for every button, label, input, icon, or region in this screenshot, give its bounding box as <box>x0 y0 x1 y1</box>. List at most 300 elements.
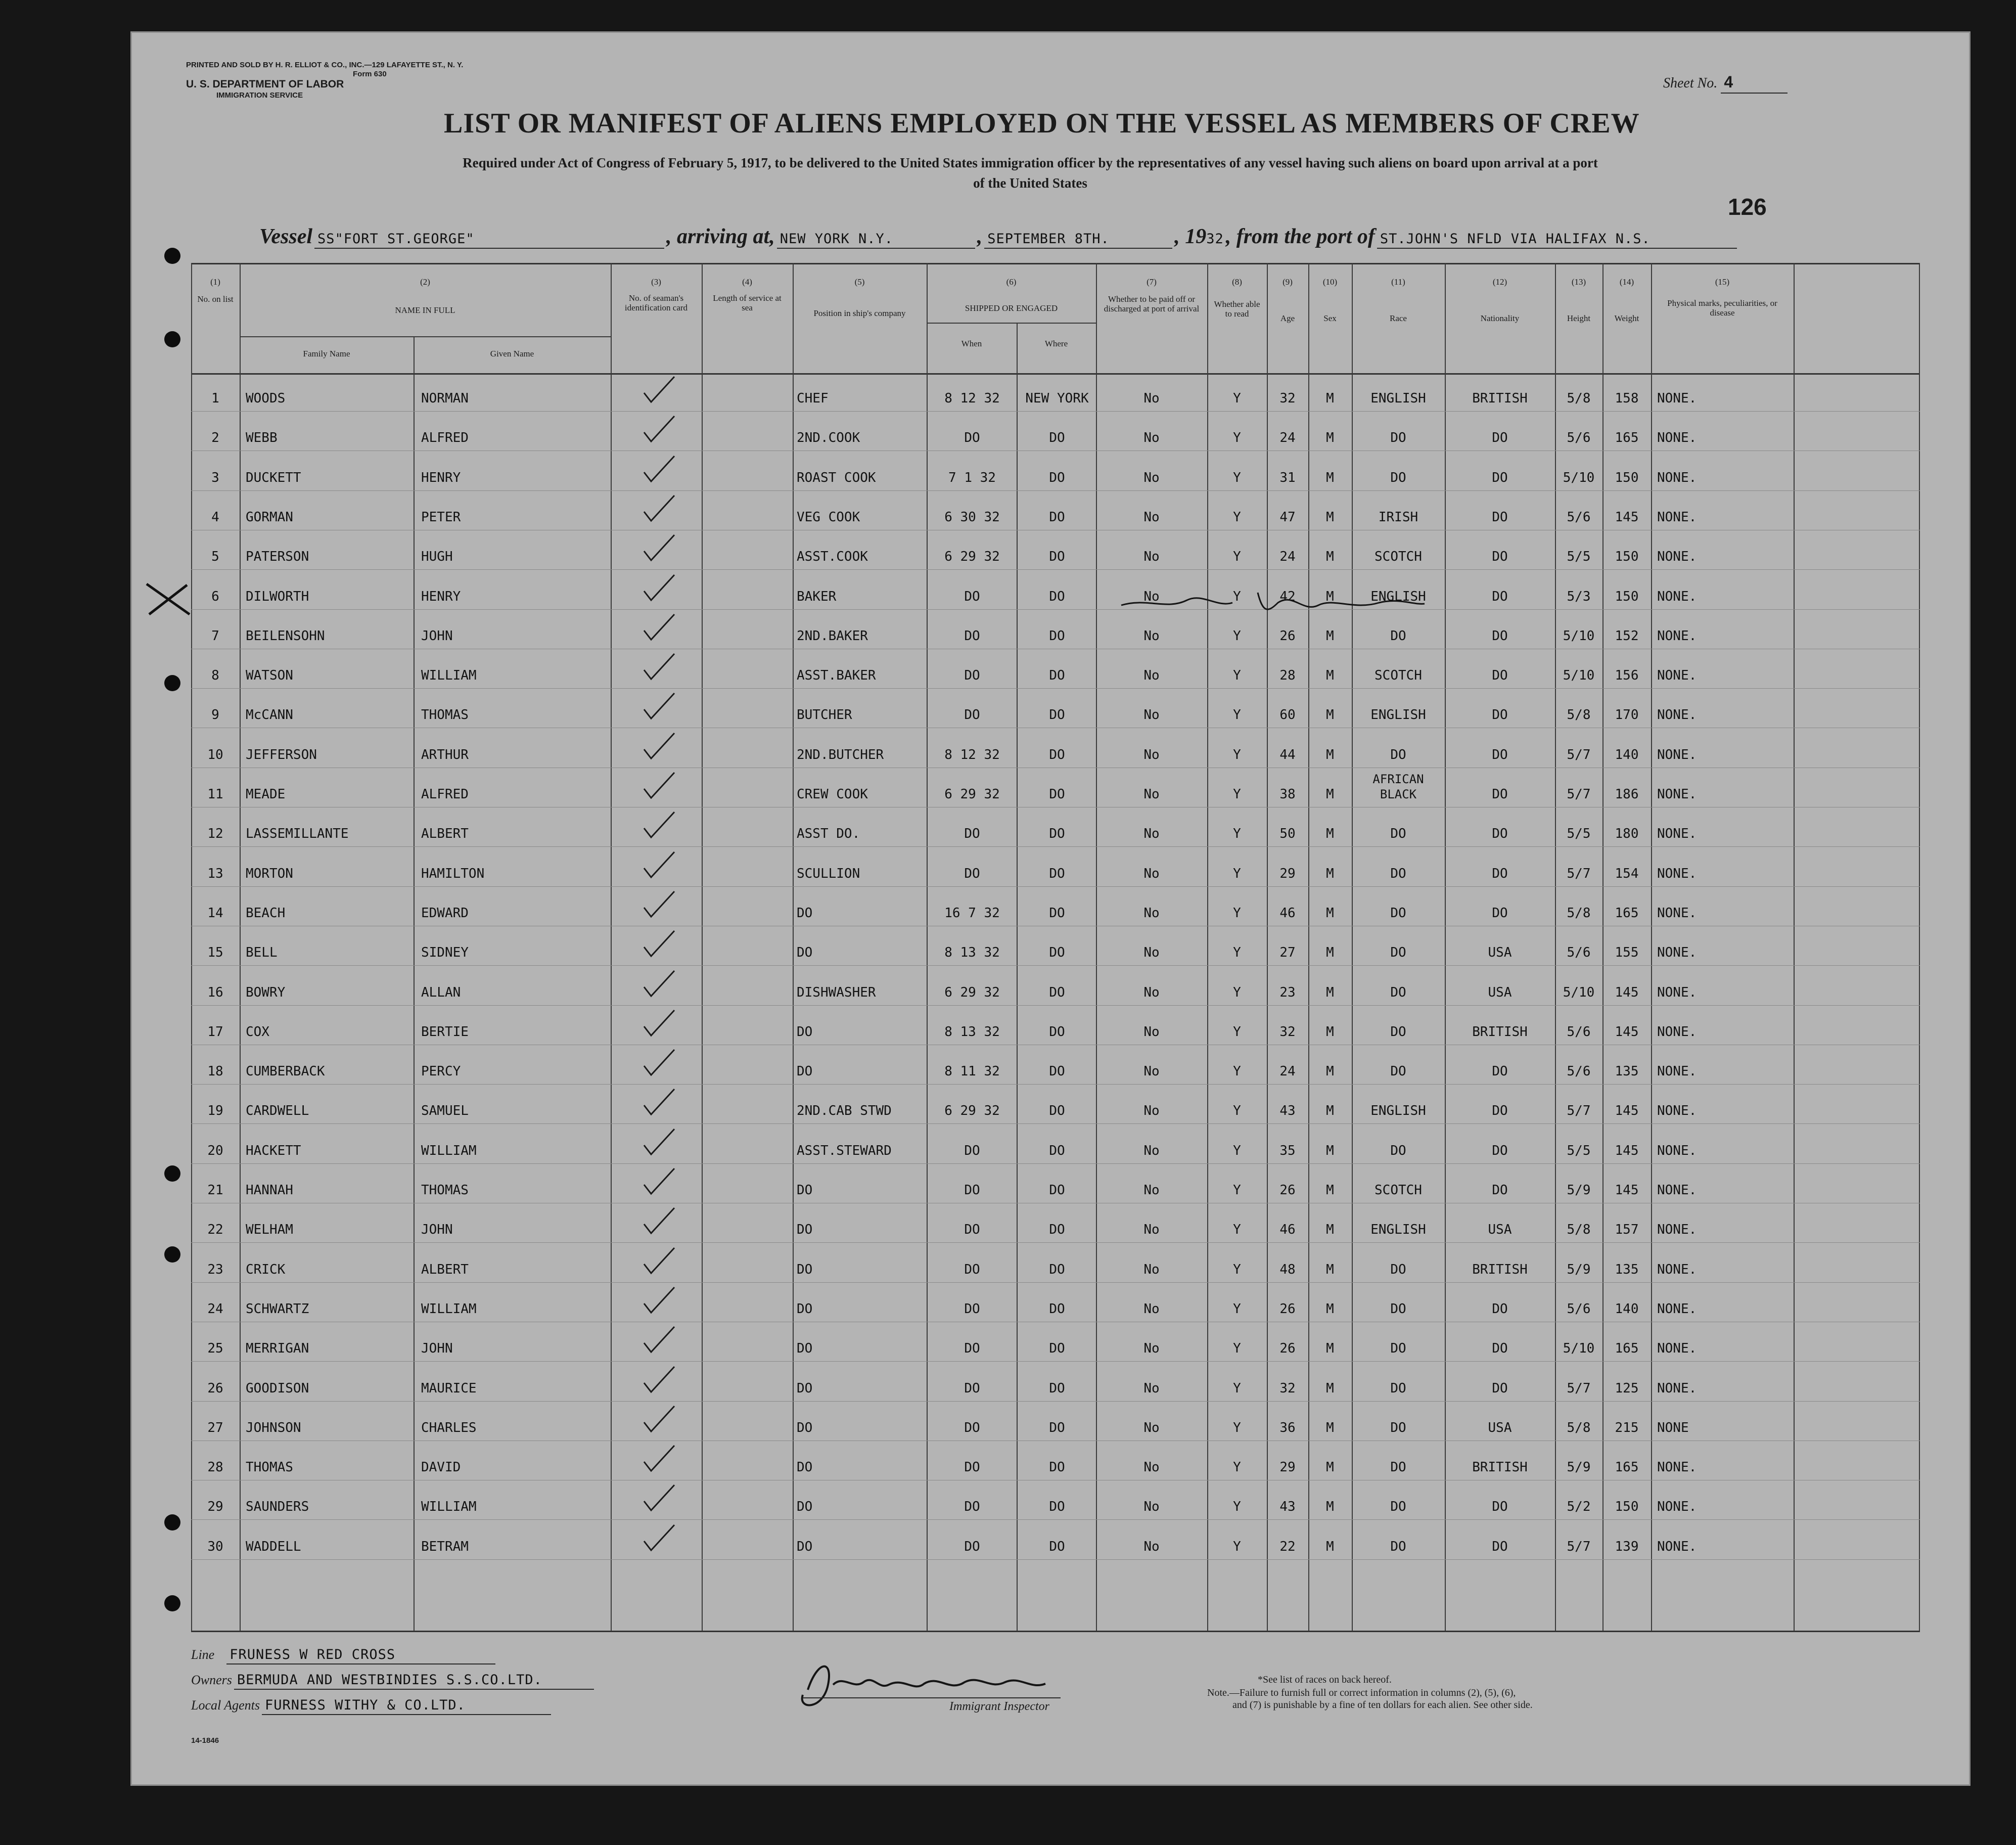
cell-weight: 150 <box>1615 549 1639 565</box>
cell-position: 2ND.COOK <box>797 430 860 446</box>
cell-weight: 140 <box>1615 1301 1639 1317</box>
cell-weight: 135 <box>1615 1064 1639 1079</box>
cell-marks: NONE. <box>1657 1143 1697 1158</box>
cell-height: 5/7 <box>1567 1103 1591 1119</box>
cell-nat: DO <box>1492 1064 1508 1079</box>
cell-marks: NONE. <box>1657 628 1697 644</box>
agents-value: FURNESS WITHY & CO.LTD. <box>262 1697 551 1715</box>
subtitle-line-1: Required under Act of Congress of February 5, 1917, to be delivered to the United States immigration officer by the representatives of any vessel having such aliens on board upon arrival at a port <box>463 155 1598 170</box>
cell-height: 5/7 <box>1567 1380 1591 1396</box>
header-name-in-full: NAME IN FULL <box>395 305 455 315</box>
cell-family: BEACH <box>246 905 286 921</box>
table-row <box>191 1005 1920 1045</box>
cell-marks: NONE. <box>1657 747 1697 762</box>
cell-no: 4 <box>211 509 219 525</box>
cell-marks: NONE. <box>1657 1380 1697 1396</box>
cell-where: DO <box>1049 984 1065 1000</box>
cell-read: Y <box>1233 1499 1241 1515</box>
cell-when: DO <box>964 1341 980 1357</box>
checkmark-icon <box>641 652 676 681</box>
cell-sex: M <box>1326 747 1334 762</box>
cell-when: 6 29 32 <box>944 549 1000 565</box>
cell-given: HENRY <box>421 470 461 485</box>
cell-weight: 158 <box>1615 391 1639 406</box>
cell-where: DO <box>1049 628 1065 644</box>
vessel-name: SS"FORT ST.GEORGE" <box>314 231 664 249</box>
cell-weight: 154 <box>1615 866 1639 881</box>
cell-weight: 145 <box>1615 1183 1639 1198</box>
cell-given: WILLIAM <box>421 1301 477 1317</box>
cell-paid: No <box>1143 1262 1160 1277</box>
cell-marks: NONE. <box>1657 549 1697 565</box>
cell-paid: No <box>1143 668 1160 684</box>
cell-where: DO <box>1049 549 1065 565</box>
cell-read: Y <box>1233 668 1241 684</box>
cell-sex: M <box>1326 391 1334 406</box>
cell-given: BETRAM <box>421 1539 469 1554</box>
cell-age: 43 <box>1279 1103 1296 1119</box>
cell-weight: 157 <box>1615 1222 1639 1238</box>
col-num-5: (5) <box>854 277 865 287</box>
cell-when: 8 12 32 <box>944 391 1000 406</box>
cell-weight: 215 <box>1615 1420 1639 1435</box>
cell-age: 27 <box>1279 945 1296 961</box>
header-given-name: Given Name <box>490 349 534 358</box>
cell-age: 48 <box>1279 1262 1296 1277</box>
checkmark-icon <box>641 1246 676 1275</box>
header-length-service: Length of service at sea <box>713 293 782 312</box>
cell-no: 22 <box>207 1222 223 1238</box>
cell-sex: M <box>1326 1024 1334 1040</box>
cell-nat: DO <box>1492 1539 1508 1554</box>
header-nationality: Nationality <box>1480 313 1520 323</box>
cell-family: PATERSON <box>246 549 309 565</box>
cell-sex: M <box>1326 1064 1334 1079</box>
cell-age: 23 <box>1279 984 1296 1000</box>
cell-sex: M <box>1326 470 1334 485</box>
checkmark-icon <box>641 929 676 958</box>
cell-paid: No <box>1143 1460 1160 1475</box>
cell-no: 12 <box>207 826 223 842</box>
cell-read: Y <box>1233 549 1241 565</box>
cell-when: DO <box>964 1222 980 1238</box>
cell-given: THOMAS <box>421 707 469 723</box>
cell-height: 5/6 <box>1567 1024 1591 1040</box>
cell-where: DO <box>1049 430 1065 446</box>
cell-given: NORMAN <box>421 391 469 406</box>
cell-read: Y <box>1233 1539 1241 1554</box>
cell-race: DO <box>1390 984 1406 1000</box>
table-row <box>191 1084 1920 1124</box>
cell-family: McCANN <box>246 707 293 723</box>
cell-when: DO <box>964 1539 980 1554</box>
cell-position: CREW COOK <box>797 787 868 802</box>
cell-race: DO <box>1390 628 1406 644</box>
cell-age: 46 <box>1279 905 1296 921</box>
footer-owners <box>191 1672 594 1690</box>
cell-marks: NONE. <box>1657 1301 1697 1317</box>
cell-age: 36 <box>1279 1420 1296 1435</box>
cell-paid: No <box>1143 905 1160 921</box>
cell-when: 16 7 32 <box>944 905 1000 921</box>
cell-height: 5/7 <box>1567 787 1591 802</box>
checkmark-icon <box>641 1048 676 1077</box>
cell-family: MERRIGAN <box>246 1341 309 1357</box>
cell-where: DO <box>1049 589 1065 604</box>
col-num-14: (14) <box>1619 277 1634 287</box>
cell-age: 43 <box>1279 1499 1296 1515</box>
cell-position: CHEF <box>797 391 829 406</box>
cell-position: DO <box>797 1183 813 1198</box>
cell-age: 50 <box>1279 826 1296 842</box>
cell-family: GOODISON <box>246 1380 309 1396</box>
cell-height: 5/8 <box>1567 1222 1591 1238</box>
cell-given: SAMUEL <box>421 1103 469 1119</box>
cell-paid: No <box>1143 1064 1160 1079</box>
cell-paid: No <box>1143 1024 1160 1040</box>
cell-when: 8 12 32 <box>944 747 1000 762</box>
checkmark-icon <box>641 1285 676 1315</box>
col-num-7: (7) <box>1147 277 1157 287</box>
checkmark-icon <box>641 1206 676 1235</box>
manifest-sheet <box>130 31 1971 1786</box>
cell-paid: No <box>1143 589 1160 604</box>
cell-paid: No <box>1143 1499 1160 1515</box>
header-no-on-list: No. on list <box>197 294 234 304</box>
cell-race: DO <box>1390 1064 1406 1079</box>
col-num-12: (12) <box>1492 277 1507 287</box>
year-prefix: , 19 <box>1174 225 1207 248</box>
cell-when: DO <box>964 1499 980 1515</box>
cell-read: Y <box>1233 826 1241 842</box>
cell-weight: 156 <box>1615 668 1639 684</box>
col-num-3: (3) <box>651 277 661 287</box>
cell-read: Y <box>1233 1064 1241 1079</box>
cell-race: SCOTCH <box>1374 668 1422 684</box>
cell-race: ENGLISH <box>1370 1222 1426 1238</box>
cell-paid: No <box>1143 866 1160 881</box>
from-port-label: , from the port of <box>1225 225 1375 248</box>
cell-where: DO <box>1049 707 1065 723</box>
header-sex: Sex <box>1323 313 1337 323</box>
table-row <box>191 1441 1920 1480</box>
cell-read: Y <box>1233 1103 1241 1119</box>
cell-family: HACKETT <box>246 1143 301 1158</box>
header-marks: Physical marks, peculiarities, or disease <box>1667 298 1777 318</box>
cell-height: 5/6 <box>1567 509 1591 525</box>
cell-family: BEILENSOHN <box>246 628 325 644</box>
cell-read: Y <box>1233 1183 1241 1198</box>
inspector-label: Immigrant Inspector <box>949 1700 1049 1713</box>
cell-marks: NONE. <box>1657 707 1697 723</box>
cell-sex: M <box>1326 1539 1334 1554</box>
cell-marks: NONE. <box>1657 1341 1697 1357</box>
cell-when: DO <box>964 1143 980 1158</box>
cell-age: 47 <box>1279 509 1296 525</box>
form-code: 14-1846 <box>191 1736 219 1745</box>
cell-sex: M <box>1326 984 1334 1000</box>
cell-paid: No <box>1143 945 1160 961</box>
cell-nat: DO <box>1492 905 1508 921</box>
cell-when: DO <box>964 628 980 644</box>
table-row <box>191 372 1920 412</box>
cell-given: ALFRED <box>421 787 469 802</box>
cell-no: 20 <box>207 1143 223 1158</box>
cell-height: 5/3 <box>1567 589 1591 604</box>
cell-sex: M <box>1326 1301 1334 1317</box>
checkmark-icon <box>641 1127 676 1156</box>
cell-given: JOHN <box>421 1222 453 1238</box>
cell-height: 5/6 <box>1567 1064 1591 1079</box>
cell-when: 6 30 32 <box>944 509 1000 525</box>
table-row <box>191 1203 1920 1243</box>
arriving-label: , arriving at, <box>666 225 775 248</box>
cell-nat: DO <box>1492 787 1508 802</box>
cell-read: Y <box>1233 1143 1241 1158</box>
cell-marks: NONE. <box>1657 787 1697 802</box>
table-row <box>191 847 1920 887</box>
cell-where: DO <box>1049 1064 1065 1079</box>
cell-read: Y <box>1233 1301 1241 1317</box>
cell-nat: DO <box>1492 1103 1508 1119</box>
cell-paid: No <box>1143 747 1160 762</box>
cell-position: VEG COOK <box>797 509 860 525</box>
cell-sex: M <box>1326 707 1334 723</box>
checkmark-icon <box>641 1087 676 1116</box>
cell-nat: DO <box>1492 866 1508 881</box>
cell-height: 5/8 <box>1567 1420 1591 1435</box>
cell-sex: M <box>1326 549 1334 565</box>
cell-family: WELHAM <box>246 1222 293 1238</box>
cell-no: 1 <box>211 391 219 406</box>
cell-sex: M <box>1326 905 1334 921</box>
table-row <box>191 649 1920 689</box>
table-row <box>191 570 1920 610</box>
checkmark-icon <box>641 889 676 919</box>
cell-sex: M <box>1326 509 1334 525</box>
cell-read: Y <box>1233 509 1241 525</box>
cell-position: DO <box>797 1460 813 1475</box>
cell-read: Y <box>1233 1262 1241 1277</box>
cell-height: 5/7 <box>1567 866 1591 881</box>
cell-height: 5/10 <box>1563 984 1595 1000</box>
cell-nat: USA <box>1488 984 1512 1000</box>
cell-when: DO <box>964 1380 980 1396</box>
cell-given: ALLAN <box>421 984 461 1000</box>
cell-race: DO <box>1390 1024 1406 1040</box>
table-row <box>191 1520 1920 1560</box>
cell-where: DO <box>1049 668 1065 684</box>
cell-when: 8 13 32 <box>944 1024 1000 1040</box>
owners-value: BERMUDA AND WESTBINDIES S.S.CO.LTD. <box>234 1672 594 1690</box>
cell-paid: No <box>1143 707 1160 723</box>
cell-position: DO <box>797 1064 813 1079</box>
owners-label: Owners <box>191 1673 232 1687</box>
cell-marks: NONE. <box>1657 1103 1697 1119</box>
col-num-4: (4) <box>742 277 752 287</box>
cell-weight: 150 <box>1615 470 1639 485</box>
cell-nat: BRITISH <box>1472 1460 1528 1475</box>
cell-marks: NONE. <box>1657 1539 1697 1554</box>
cell-position: 2ND.CAB STWD <box>797 1103 892 1119</box>
cell-age: 42 <box>1279 589 1296 604</box>
cell-height: 5/9 <box>1567 1460 1591 1475</box>
header-height: Height <box>1567 313 1591 323</box>
cell-given: HUGH <box>421 549 453 565</box>
cell-family: CUMBERBACK <box>246 1064 325 1079</box>
cell-nat: DO <box>1492 1301 1508 1317</box>
checkmark-icon <box>641 969 676 998</box>
cell-marks: NONE. <box>1657 826 1697 842</box>
cell-where: DO <box>1049 1539 1065 1554</box>
cell-nat: USA <box>1488 1420 1512 1435</box>
cell-marks: NONE. <box>1657 1262 1697 1277</box>
cross-mark-icon <box>142 579 197 619</box>
service-name: IMMIGRATION SERVICE <box>216 91 303 100</box>
cell-where: DO <box>1049 747 1065 762</box>
table-row <box>191 1480 1920 1520</box>
cell-family: LASSEMILLANTE <box>246 826 349 842</box>
cell-given: HENRY <box>421 589 461 604</box>
cell-position: ASST.COOK <box>797 549 868 565</box>
footer-line <box>191 1647 495 1664</box>
cell-race: DO <box>1390 1460 1406 1475</box>
cell-weight: 145 <box>1615 1024 1639 1040</box>
cell-family: COX <box>246 1024 269 1040</box>
cell-race: DO <box>1390 866 1406 881</box>
cell-sex: M <box>1326 866 1334 881</box>
handwritten-annotation <box>1116 582 1430 618</box>
cell-family: DILWORTH <box>246 589 309 604</box>
cell-sex: M <box>1326 1183 1334 1198</box>
cell-height: 5/9 <box>1567 1183 1591 1198</box>
cell-given: THOMAS <box>421 1183 469 1198</box>
cell-family: WADDELL <box>246 1539 301 1554</box>
cell-read: Y <box>1233 1024 1241 1040</box>
arrival-year: 32 <box>1206 231 1224 247</box>
cell-position: ASST DO. <box>797 826 860 842</box>
cell-no: 15 <box>207 945 223 961</box>
cell-paid: No <box>1143 1103 1160 1119</box>
cell-where: DO <box>1049 1301 1065 1317</box>
cell-marks: NONE. <box>1657 668 1697 684</box>
cell-weight: 186 <box>1615 787 1639 802</box>
cell-no: 11 <box>207 787 223 802</box>
cell-paid: No <box>1143 470 1160 485</box>
cell-nat: DO <box>1492 747 1508 762</box>
cell-position: DO <box>797 1024 813 1040</box>
cell-family: BELL <box>246 945 278 961</box>
binder-hole <box>164 1165 180 1182</box>
cell-race: DO <box>1390 1262 1406 1277</box>
header-age: Age <box>1280 313 1295 323</box>
cell-position: DO <box>797 905 813 921</box>
cell-family: CRICK <box>246 1262 286 1277</box>
cell-sex: M <box>1326 787 1334 802</box>
col-num-2: (2) <box>420 277 430 287</box>
agents-label: Local Agents <box>191 1698 260 1713</box>
checkmark-icon <box>641 612 676 642</box>
cell-marks: NONE. <box>1657 589 1697 604</box>
cell-marks: NONE. <box>1657 470 1697 485</box>
cell-family: DUCKETT <box>246 470 301 485</box>
cell-weight: 155 <box>1615 945 1639 961</box>
cell-nat: USA <box>1488 1222 1512 1238</box>
cell-nat: BRITISH <box>1472 1262 1528 1277</box>
cell-age: 32 <box>1279 1380 1296 1396</box>
cell-marks: NONE. <box>1657 509 1697 525</box>
cell-family: MEADE <box>246 787 286 802</box>
cell-no: 13 <box>207 866 223 881</box>
cell-race: DO <box>1390 470 1406 485</box>
header-shipped: SHIPPED OR ENGAGED <box>965 303 1058 313</box>
cell-race: AFRICAN BLACK <box>1372 772 1424 801</box>
cell-sex: M <box>1326 1143 1334 1158</box>
cell-race: DO <box>1390 945 1406 961</box>
cell-position: DO <box>797 1420 813 1435</box>
cell-nat: DO <box>1492 1499 1508 1515</box>
cell-no: 28 <box>207 1460 223 1475</box>
cell-no: 10 <box>207 747 223 762</box>
cell-race: IRISH <box>1378 509 1418 525</box>
cell-no: 2 <box>211 430 219 446</box>
cell-family: MORTON <box>246 866 293 881</box>
cell-weight: 150 <box>1615 589 1639 604</box>
cell-weight: 139 <box>1615 1539 1639 1554</box>
cell-age: 28 <box>1279 668 1296 684</box>
cell-where: DO <box>1049 1143 1065 1158</box>
cell-paid: No <box>1143 1420 1160 1435</box>
cell-family: SAUNDERS <box>246 1499 309 1515</box>
cell-nat: DO <box>1492 1183 1508 1198</box>
header-family-name: Family Name <box>303 349 350 358</box>
cell-position: SCULLION <box>797 866 860 881</box>
cell-given: ALFRED <box>421 430 469 446</box>
cell-height: 5/7 <box>1567 747 1591 762</box>
cell-nat: DO <box>1492 707 1508 723</box>
cell-height: 5/5 <box>1567 826 1591 842</box>
cell-where: DO <box>1049 1262 1065 1277</box>
cell-race: DO <box>1390 1499 1406 1515</box>
checkmark-icon <box>641 1483 676 1512</box>
cell-no: 26 <box>207 1380 223 1396</box>
table-row <box>191 1124 1920 1164</box>
cell-where: DO <box>1049 1499 1065 1515</box>
cell-height: 5/8 <box>1567 707 1591 723</box>
cell-read: Y <box>1233 866 1241 881</box>
cell-given: PETER <box>421 509 461 525</box>
cell-race: SCOTCH <box>1374 549 1422 565</box>
line-value: FRUNESS W RED CROSS <box>226 1647 495 1664</box>
cell-height: 5/10 <box>1563 470 1595 485</box>
cell-no: 14 <box>207 905 223 921</box>
cell-race: DO <box>1390 1539 1406 1554</box>
cell-where: DO <box>1049 1460 1065 1475</box>
header-paid-off: Whether to be paid off or discharged at port of arrival <box>1104 294 1200 313</box>
cell-when: DO <box>964 430 980 446</box>
cell-weight: 145 <box>1615 509 1639 525</box>
cell-age: 60 <box>1279 707 1296 723</box>
table-row <box>191 530 1920 570</box>
checkmark-icon <box>641 771 676 800</box>
cell-read: Y <box>1233 1341 1241 1357</box>
cell-no: 23 <box>207 1262 223 1277</box>
cell-marks: NONE. <box>1657 391 1697 406</box>
cell-position: BAKER <box>797 589 837 604</box>
cell-height: 5/7 <box>1567 1539 1591 1554</box>
cell-where: DO <box>1049 1420 1065 1435</box>
cell-when: DO <box>964 1460 980 1475</box>
